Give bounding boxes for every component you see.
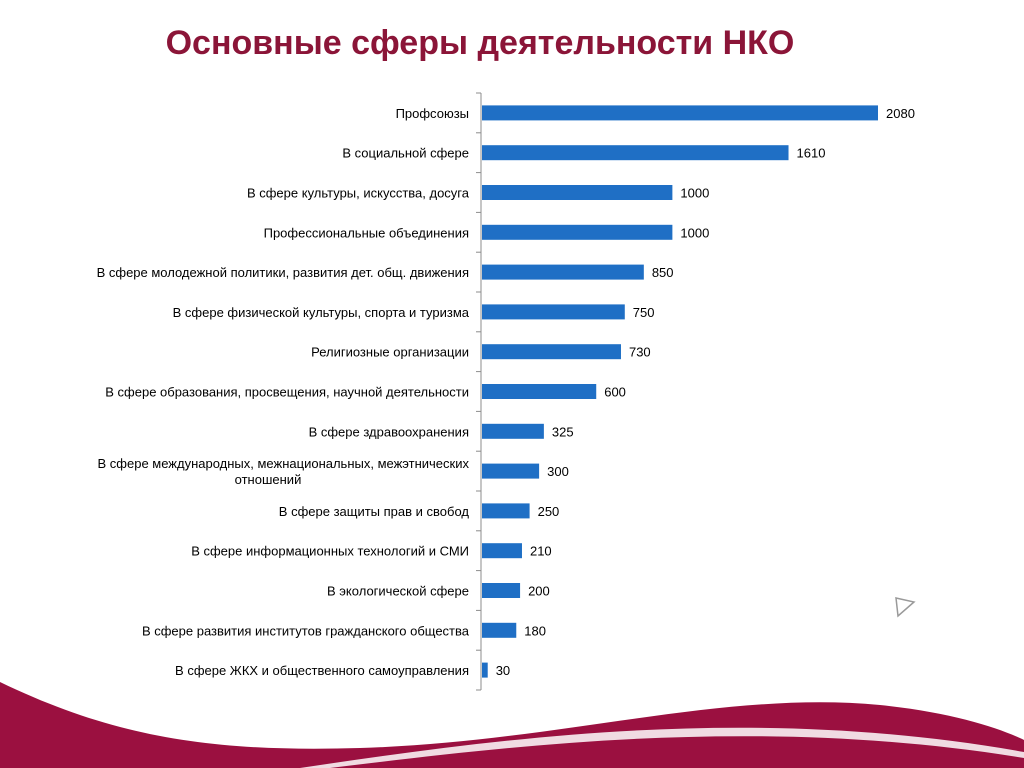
bar-value-label: 750 [632, 304, 655, 320]
category-label: В сфере информационных технологий и СМИ [191, 543, 469, 559]
small-triangle-icon [896, 598, 914, 616]
category-label: В сфере международных, межнациональных, межэтнических отношений [97, 456, 469, 488]
bar-value-label: 30 [495, 663, 511, 679]
bar-value-label: 210 [529, 543, 552, 559]
bar-value-label: 600 [604, 384, 626, 400]
category-label: В сфере защиты прав и свобод [278, 503, 469, 519]
category-label: В сфере здравоохранения [308, 424, 469, 440]
category-label: Профессиональные объединения [263, 225, 469, 241]
bar-value-label: 2080 [886, 105, 915, 121]
red-swoosh [0, 682, 1024, 768]
category-label: В сфере ЖКХ и общественного самоуправления [175, 663, 469, 679]
bar-value-label: 730 [628, 344, 651, 360]
category-label: В социальной сфере [342, 145, 469, 161]
category-label: В экологической сфере [327, 583, 469, 599]
category-label: В сфере развития институтов гражданского общества [141, 623, 469, 639]
slide-title: Основные сферы деятельности НКО [165, 24, 795, 62]
bar-value-label: 325 [551, 424, 574, 440]
bar-value-label: 1000 [680, 185, 710, 201]
bar-value-label: 1610 [796, 145, 826, 161]
bar-value-label: 200 [528, 583, 550, 599]
category-label: Профсоюзы [395, 105, 469, 121]
category-label: В сфере образования, просвещения, научной деятельности [105, 384, 469, 400]
category-label: В сфере физической культуры, спорта и туризма [172, 304, 469, 320]
category-label: В сфере культуры, искусства, досуга [246, 185, 469, 201]
bar-value-label: 300 [547, 464, 569, 480]
bar-value-label: 180 [524, 623, 546, 639]
bar-value-label: 250 [537, 503, 560, 519]
bar-value-label: 850 [651, 265, 674, 281]
bar-value-label: 1000 [680, 225, 710, 241]
category-label: Религиозные организации [311, 344, 469, 360]
category-label: В сфере молодежной политики, развития дет. общ. движения [96, 265, 469, 281]
